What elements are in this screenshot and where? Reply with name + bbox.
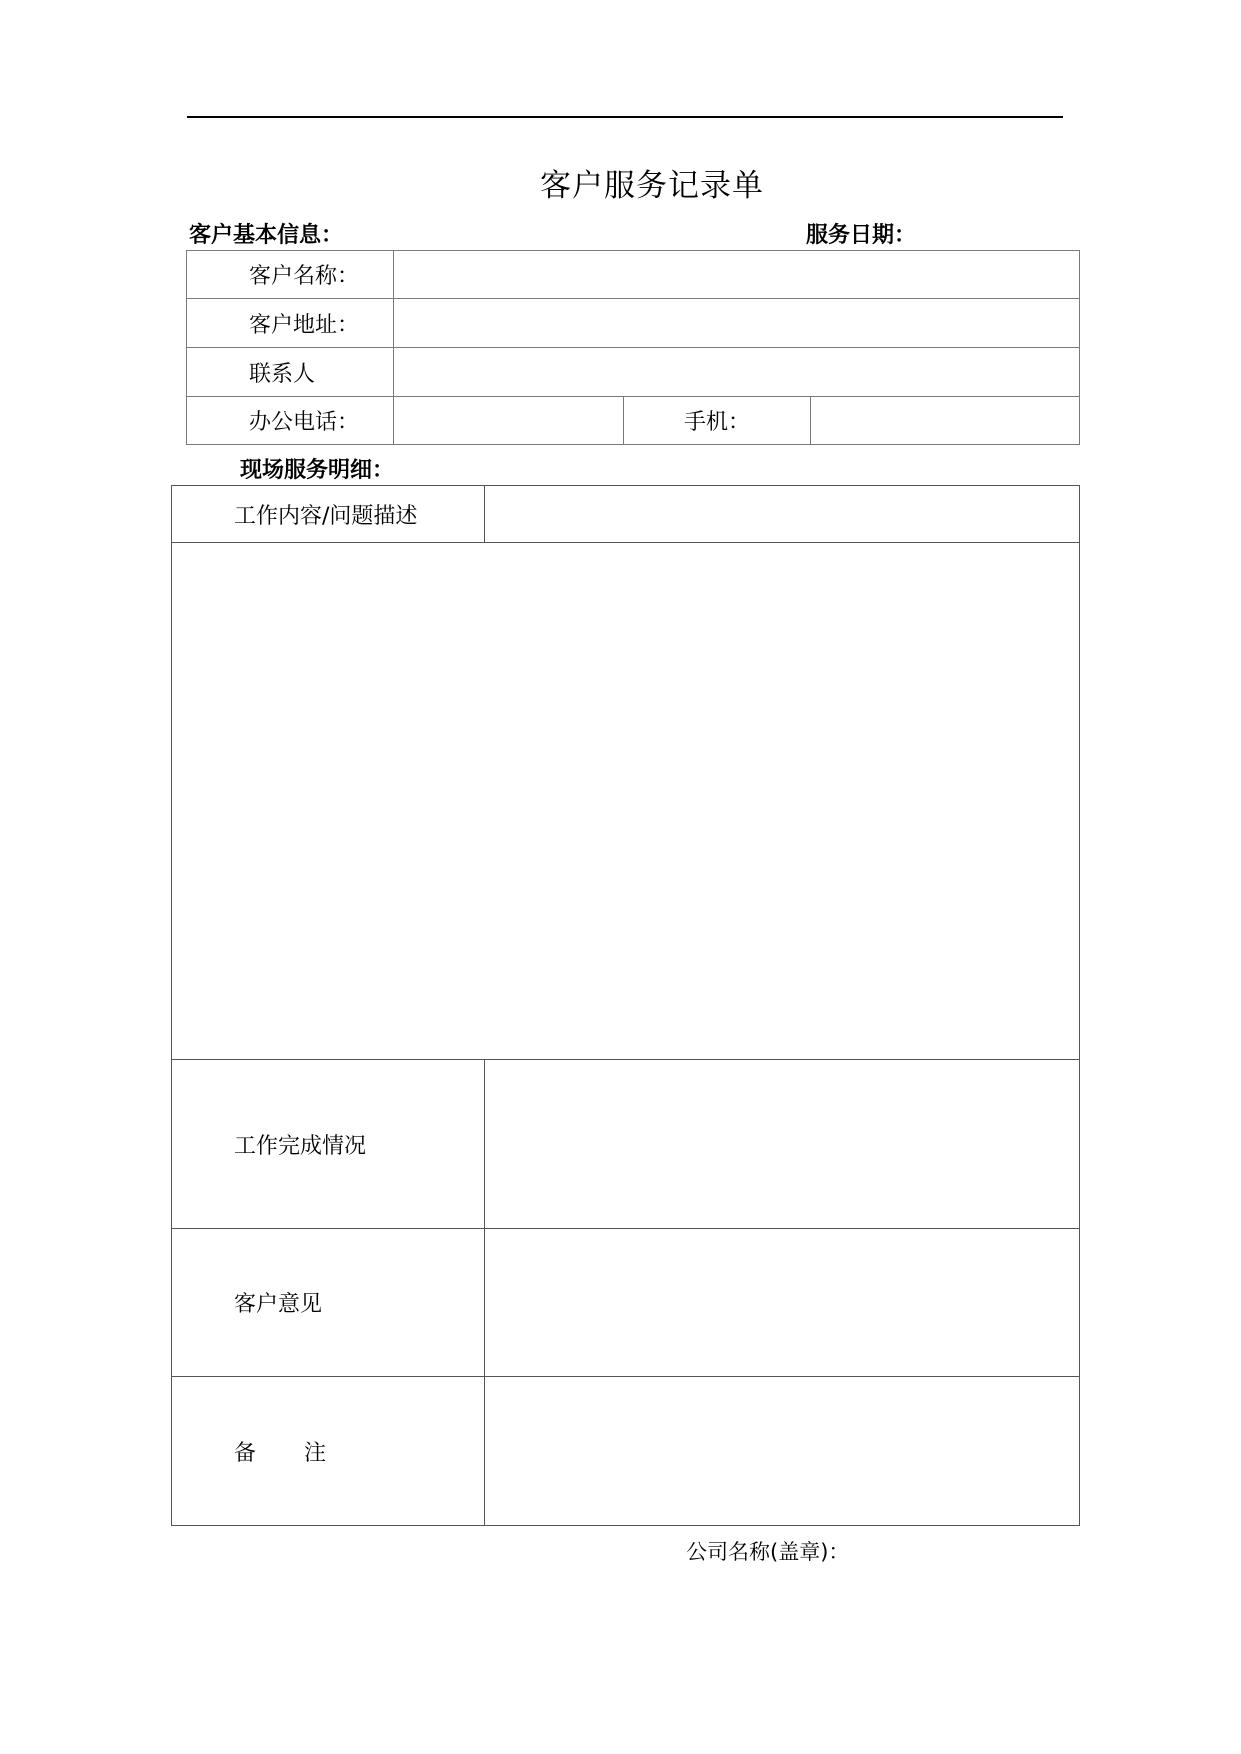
- office-phone-label: 办公电话：: [187, 397, 394, 445]
- service-date-label: 服务日期：: [806, 223, 917, 248]
- customer-address-row: [187, 299, 1080, 348]
- completion-label: 工作完成情况: [172, 1060, 485, 1229]
- remarks-label: [172, 1377, 485, 1526]
- work-content-label: 工作内容/问题描述: [172, 486, 485, 543]
- contact-row: [187, 348, 1080, 397]
- customer-address-field[interactable]: [394, 299, 1080, 348]
- phone-row: [187, 397, 1080, 445]
- work-content-field[interactable]: [485, 486, 1080, 543]
- customer-opinion-label: 客户意见: [172, 1229, 485, 1377]
- work-detail-area[interactable]: [172, 543, 1080, 1060]
- customer-name-row: [187, 251, 1080, 299]
- company-seal-label: 公司名称(盖章)：: [686, 1540, 850, 1564]
- remarks-row: [172, 1377, 1080, 1526]
- onsite-section-label: 现场服务明细：: [240, 458, 395, 483]
- customer-info-table: [186, 250, 1080, 445]
- remarks-field[interactable]: [485, 1377, 1080, 1526]
- work-content-row: [172, 486, 1080, 543]
- onsite-detail-table: [171, 485, 1080, 1526]
- customer-opinion-row: [172, 1229, 1080, 1377]
- customer-name-field[interactable]: [394, 251, 1080, 299]
- customer-address-label: 客户地址：: [187, 299, 394, 348]
- contact-field[interactable]: [394, 348, 1080, 397]
- mobile-label: 手机：: [624, 397, 811, 445]
- header-rule: [187, 116, 1063, 118]
- basic-info-section-label: 客户基本信息：: [189, 223, 344, 248]
- completion-field[interactable]: [485, 1060, 1080, 1229]
- remarks-label-part1: 备: [234, 1440, 257, 1466]
- document-title: 客户服务记录单: [540, 168, 764, 204]
- remarks-label-part2: 注: [304, 1440, 327, 1466]
- contact-label: 联系人: [187, 348, 394, 397]
- completion-row: [172, 1060, 1080, 1229]
- work-detail-row: [172, 543, 1080, 1060]
- customer-name-label: 客户名称：: [187, 251, 394, 299]
- customer-opinion-field[interactable]: [485, 1229, 1080, 1377]
- office-phone-field[interactable]: [394, 397, 624, 445]
- mobile-field[interactable]: [811, 397, 1080, 445]
